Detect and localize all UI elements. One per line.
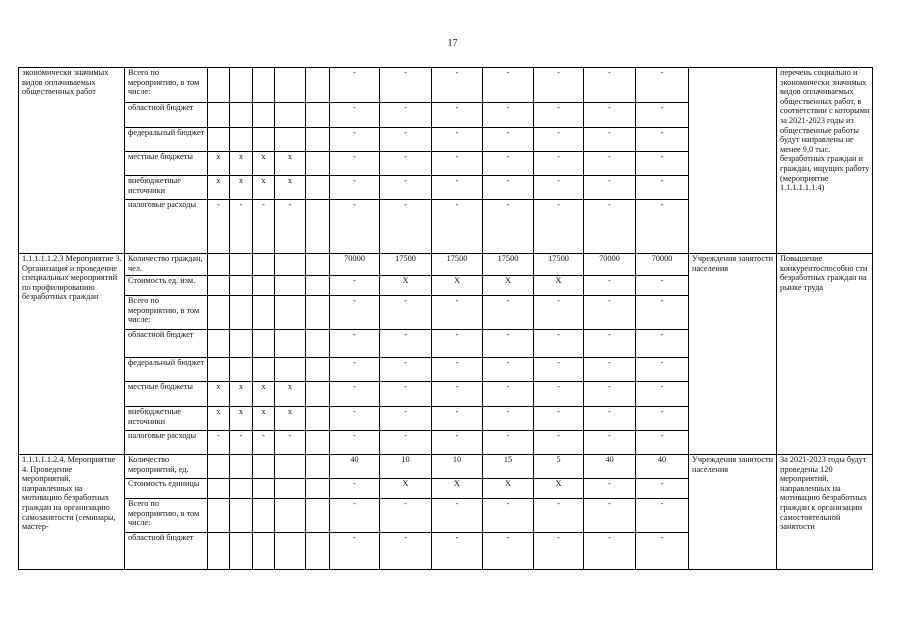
value-cell: - — [330, 330, 380, 358]
executor-cell — [689, 68, 777, 254]
mark-cell — [230, 330, 253, 358]
value-cell: - — [432, 176, 483, 200]
value-cell: - — [534, 499, 584, 533]
executor-cell: Учреждения занятости населения — [689, 455, 777, 570]
mark-cell — [253, 103, 275, 128]
empty-cell — [306, 152, 330, 176]
value-cell: - — [534, 103, 584, 128]
empty-cell — [306, 254, 330, 276]
value-cell: - — [584, 479, 636, 499]
mark-cell: х — [230, 176, 253, 200]
funding-source-label: федеральный бюджет — [125, 128, 208, 152]
value-cell: - — [584, 499, 636, 533]
value-cell: - — [483, 128, 534, 152]
mark-cell — [230, 68, 253, 103]
value-cell: - — [483, 407, 534, 431]
value-cell: - — [330, 103, 380, 128]
empty-cell — [306, 533, 330, 570]
value-cell: - — [584, 68, 636, 103]
value-cell: 70000 — [636, 254, 689, 276]
value-cell: - — [483, 358, 534, 382]
value-cell: - — [534, 431, 584, 455]
value-cell: - — [380, 499, 432, 533]
mark-cell — [208, 330, 230, 358]
value-cell: - — [330, 200, 380, 254]
funding-source-label: областной бюджет — [125, 330, 208, 358]
value-cell: X — [380, 479, 432, 499]
empty-cell — [306, 128, 330, 152]
mark-cell — [253, 533, 275, 570]
mark-cell — [208, 358, 230, 382]
empty-cell — [306, 431, 330, 455]
mark-cell — [253, 68, 275, 103]
value-cell: - — [584, 533, 636, 570]
value-cell: - — [432, 499, 483, 533]
mark-cell — [253, 254, 275, 276]
value-cell: X — [534, 479, 584, 499]
mark-cell: х — [230, 382, 253, 407]
mark-cell: - — [230, 431, 253, 455]
mark-cell: х — [275, 176, 306, 200]
value-cell: - — [483, 499, 534, 533]
mark-cell: - — [230, 200, 253, 254]
funding-source-label: Всего по мероприятию, в том числе: — [125, 499, 208, 533]
empty-cell — [306, 455, 330, 479]
empty-cell — [306, 330, 330, 358]
value-cell: 70000 — [584, 254, 636, 276]
expected-result-cell: За 2021-2023 годы будут проведены 120 мероприятий, направленных на мотивацию безработных граждан к организации самостоятельной занятости — [777, 455, 873, 570]
mark-cell: - — [208, 431, 230, 455]
value-cell: - — [584, 431, 636, 455]
value-cell: - — [380, 533, 432, 570]
mark-cell — [275, 499, 306, 533]
funding-source-label: местные бюджеты — [125, 382, 208, 407]
empty-cell — [306, 407, 330, 431]
value-cell: - — [636, 152, 689, 176]
mark-cell — [208, 533, 230, 570]
value-cell: X — [380, 276, 432, 296]
empty-cell — [306, 276, 330, 296]
mark-cell: - — [275, 431, 306, 455]
value-cell: - — [534, 200, 584, 254]
value-cell: 10 — [380, 455, 432, 479]
value-cell: - — [483, 296, 534, 330]
mark-cell: х — [275, 152, 306, 176]
value-cell: - — [483, 152, 534, 176]
value-cell: - — [432, 103, 483, 128]
mark-cell: х — [208, 152, 230, 176]
mark-cell — [275, 68, 306, 103]
mark-cell — [208, 254, 230, 276]
mark-cell — [208, 68, 230, 103]
mark-cell — [208, 128, 230, 152]
mark-cell — [230, 128, 253, 152]
value-cell: - — [432, 128, 483, 152]
value-cell: - — [636, 382, 689, 407]
mark-cell — [275, 128, 306, 152]
value-cell: - — [636, 68, 689, 103]
value-cell: - — [483, 176, 534, 200]
mark-cell — [253, 499, 275, 533]
value-cell: - — [330, 176, 380, 200]
expected-result-cell: Повышение конкурентоспособно сти безработных граждан на рынке труда — [777, 254, 873, 455]
value-cell: X — [432, 276, 483, 296]
value-cell: - — [534, 176, 584, 200]
value-cell: - — [534, 358, 584, 382]
value-cell: - — [483, 431, 534, 455]
mark-cell — [230, 103, 253, 128]
value-cell: - — [380, 152, 432, 176]
value-cell: - — [636, 533, 689, 570]
value-cell: - — [636, 358, 689, 382]
value-cell: - — [330, 431, 380, 455]
funding-source-label: областной бюджет — [125, 103, 208, 128]
value-cell: - — [534, 330, 584, 358]
value-cell: - — [534, 533, 584, 570]
value-cell: - — [432, 330, 483, 358]
value-cell: - — [636, 296, 689, 330]
funding-source-label: Количество граждан, чел. — [125, 254, 208, 276]
value-cell: - — [380, 431, 432, 455]
mark-cell — [230, 455, 253, 479]
funding-source-label: Всего по мероприятию, в том числе: — [125, 68, 208, 103]
mark-cell: - — [253, 200, 275, 254]
mark-cell — [275, 479, 306, 499]
activity-name-cell: 1.1.1.1.1.2.3 Мероприятие 3. Организация и проведение специальных мероприятий по профилированию безработных граждан — [19, 254, 125, 455]
program-activities-table — [18, 67, 873, 570]
mark-cell — [253, 296, 275, 330]
value-cell: - — [432, 533, 483, 570]
funding-source-label: Стоимость единицы — [125, 479, 208, 499]
funding-source-label: налоговые расходы — [125, 200, 208, 254]
value-cell: - — [636, 431, 689, 455]
funding-source-label: областной бюджет — [125, 533, 208, 570]
value-cell: - — [534, 68, 584, 103]
value-cell: - — [432, 152, 483, 176]
value-cell: 10 — [432, 455, 483, 479]
executor-cell: Учреждения занятости населения — [689, 254, 777, 455]
expected-result-cell: перечень социально и экономически значимых видов оплачиваемых общественных работ, в соответствии с которыми за 2021-2023 годы из общественные работы будут направлены не менее 9,0 тыс. безработных граждан и граждан, ищущих работу (мероприятие 1.1.1.1.1.1.4) — [777, 68, 873, 254]
mark-cell: - — [253, 431, 275, 455]
value-cell: - — [636, 499, 689, 533]
value-cell: - — [584, 103, 636, 128]
value-cell: 5 — [534, 455, 584, 479]
value-cell: - — [584, 276, 636, 296]
mark-cell — [275, 296, 306, 330]
value-cell: X — [432, 479, 483, 499]
value-cell: - — [380, 128, 432, 152]
value-cell: - — [584, 152, 636, 176]
mark-cell — [230, 479, 253, 499]
value-cell: - — [330, 407, 380, 431]
table-row — [19, 455, 873, 479]
value-cell: - — [584, 200, 636, 254]
value-cell: - — [534, 407, 584, 431]
value-cell: X — [483, 276, 534, 296]
empty-cell — [306, 479, 330, 499]
value-cell: - — [483, 200, 534, 254]
value-cell: X — [534, 276, 584, 296]
funding-source-label: Количество мероприятий, ед. — [125, 455, 208, 479]
value-cell: - — [483, 382, 534, 407]
activity-name-cell: экономически значимых видов оплачиваемых общественных работ — [19, 68, 125, 254]
mark-cell — [253, 330, 275, 358]
value-cell: 40 — [584, 455, 636, 479]
mark-cell — [275, 103, 306, 128]
activity-name-cell: 1.1.1.1.1.2.4. Мероприятие 4. Проведение мероприятий, направленных на мотивацию безработных граждан на организацию самозанятости (семинары, мастер- — [19, 455, 125, 570]
funding-source-label: местные бюджеты — [125, 152, 208, 176]
mark-cell — [230, 358, 253, 382]
value-cell: - — [432, 296, 483, 330]
value-cell: - — [380, 296, 432, 330]
empty-cell — [306, 499, 330, 533]
mark-cell — [208, 296, 230, 330]
mark-cell — [275, 533, 306, 570]
value-cell: - — [534, 382, 584, 407]
value-cell: - — [636, 276, 689, 296]
mark-cell — [208, 103, 230, 128]
value-cell: - — [380, 176, 432, 200]
mark-cell — [230, 499, 253, 533]
value-cell: - — [432, 200, 483, 254]
value-cell: - — [330, 382, 380, 407]
mark-cell — [253, 276, 275, 296]
empty-cell — [306, 200, 330, 254]
value-cell: - — [380, 68, 432, 103]
value-cell: 40 — [636, 455, 689, 479]
value-cell: - — [432, 68, 483, 103]
value-cell: - — [483, 68, 534, 103]
empty-cell — [306, 296, 330, 330]
value-cell: - — [636, 200, 689, 254]
mark-cell — [275, 455, 306, 479]
value-cell: - — [380, 407, 432, 431]
value-cell: - — [483, 103, 534, 128]
mark-cell: х — [275, 407, 306, 431]
funding-source-label: Всего по мероприятию, в том числе: — [125, 296, 208, 330]
empty-cell — [306, 358, 330, 382]
value-cell: - — [380, 200, 432, 254]
value-cell: - — [432, 382, 483, 407]
value-cell: 15 — [483, 455, 534, 479]
mark-cell: х — [208, 407, 230, 431]
value-cell: 17500 — [380, 254, 432, 276]
value-cell: - — [534, 128, 584, 152]
value-cell: - — [380, 358, 432, 382]
value-cell: - — [380, 330, 432, 358]
funding-source-label: налоговые расходы — [125, 431, 208, 455]
mark-cell — [253, 358, 275, 382]
value-cell: X — [483, 479, 534, 499]
value-cell: - — [330, 358, 380, 382]
value-cell: - — [534, 296, 584, 330]
mark-cell — [230, 533, 253, 570]
value-cell: - — [483, 533, 534, 570]
mark-cell: х — [208, 382, 230, 407]
value-cell: 17500 — [483, 254, 534, 276]
value-cell: 70000 — [330, 254, 380, 276]
value-cell: - — [380, 382, 432, 407]
value-cell: - — [584, 296, 636, 330]
mark-cell: - — [208, 200, 230, 254]
value-cell: - — [584, 358, 636, 382]
mark-cell — [208, 499, 230, 533]
value-cell: - — [483, 330, 534, 358]
value-cell: - — [330, 152, 380, 176]
value-cell: - — [432, 407, 483, 431]
value-cell: - — [534, 152, 584, 176]
mark-cell — [275, 330, 306, 358]
funding-source-label: федеральный бюджет — [125, 358, 208, 382]
value-cell: - — [330, 296, 380, 330]
empty-cell — [306, 176, 330, 200]
mark-cell — [253, 479, 275, 499]
mark-cell — [253, 455, 275, 479]
value-cell: - — [330, 276, 380, 296]
value-cell: 40 — [330, 455, 380, 479]
mark-cell: х — [230, 407, 253, 431]
value-cell: - — [330, 479, 380, 499]
mark-cell: х — [253, 176, 275, 200]
value-cell: - — [330, 499, 380, 533]
mark-cell — [253, 128, 275, 152]
value-cell: 17500 — [432, 254, 483, 276]
value-cell: - — [636, 176, 689, 200]
mark-cell — [208, 455, 230, 479]
table-row — [19, 68, 873, 103]
value-cell: - — [330, 68, 380, 103]
mark-cell: х — [253, 382, 275, 407]
funding-source-label: внебюджетные источники — [125, 407, 208, 431]
empty-cell — [306, 103, 330, 128]
value-cell: 17500 — [534, 254, 584, 276]
value-cell: - — [330, 128, 380, 152]
mark-cell — [275, 358, 306, 382]
mark-cell: х — [230, 152, 253, 176]
value-cell: - — [636, 479, 689, 499]
mark-cell — [230, 296, 253, 330]
value-cell: - — [584, 382, 636, 407]
funding-source-label: Стоимость ед. изм. — [125, 276, 208, 296]
value-cell: - — [636, 330, 689, 358]
page-number: 17 — [447, 38, 458, 49]
value-cell: - — [584, 330, 636, 358]
value-cell: - — [584, 407, 636, 431]
value-cell: - — [330, 533, 380, 570]
value-cell: - — [584, 128, 636, 152]
funding-source-label: внебюджетные источники — [125, 176, 208, 200]
mark-cell: - — [275, 200, 306, 254]
value-cell: - — [432, 358, 483, 382]
value-cell: - — [636, 407, 689, 431]
empty-cell — [306, 68, 330, 103]
empty-cell — [306, 382, 330, 407]
value-cell: - — [636, 128, 689, 152]
value-cell: - — [380, 103, 432, 128]
mark-cell — [230, 254, 253, 276]
mark-cell: х — [253, 407, 275, 431]
mark-cell: х — [208, 176, 230, 200]
value-cell: - — [636, 103, 689, 128]
value-cell: - — [584, 176, 636, 200]
mark-cell: х — [275, 382, 306, 407]
mark-cell — [208, 479, 230, 499]
table-row — [19, 254, 873, 276]
mark-cell: х — [253, 152, 275, 176]
mark-cell — [230, 276, 253, 296]
mark-cell — [275, 254, 306, 276]
value-cell: - — [432, 431, 483, 455]
mark-cell — [275, 276, 306, 296]
mark-cell — [208, 276, 230, 296]
